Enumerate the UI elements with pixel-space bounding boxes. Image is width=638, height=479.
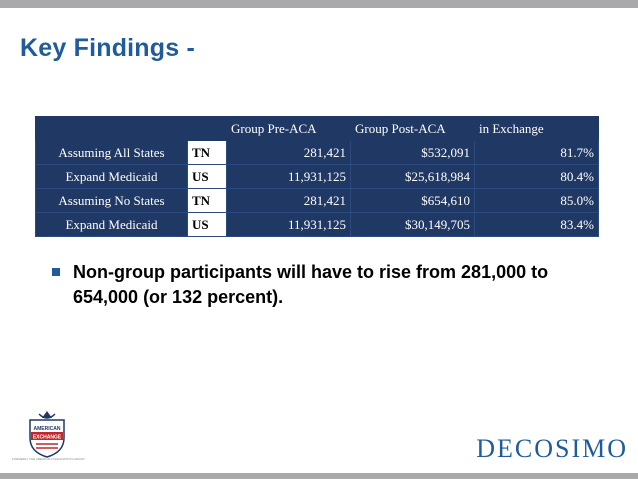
post-aca-cell: $532,091 (351, 141, 475, 165)
state-cell: US (188, 165, 227, 189)
table-header-row (36, 117, 599, 141)
bullet-square-icon (52, 268, 60, 276)
bullet-text: Non-group participants will have to rise from 281,000 to 654,000 (or 132 percent). (73, 262, 549, 307)
logo-line: AMERICAN (33, 426, 61, 432)
group-label-line: Assuming No States (36, 189, 188, 213)
header-cell-exchange: in Exchange (475, 117, 599, 141)
exchange-cell: 85.0% (475, 189, 599, 213)
post-aca-cell: $25,618,984 (351, 165, 475, 189)
bullet-point (52, 260, 572, 310)
pre-aca-cell: 281,421 (227, 141, 351, 165)
table-row (36, 165, 599, 189)
exchange-cell: 83.4% (475, 213, 599, 237)
findings-table (35, 116, 599, 237)
header-cell-state (188, 117, 227, 141)
decosimo-logo: DECOSIMO (476, 434, 628, 463)
top-bar (0, 0, 638, 8)
exchange-cell: 80.4% (475, 165, 599, 189)
slide-title: Key Findings - (20, 34, 196, 62)
post-aca-cell: $654,610 (351, 189, 475, 213)
table-row (36, 213, 599, 237)
group-label-line: Assuming All States (36, 141, 188, 165)
group-label-line: Expand Medicaid (36, 213, 188, 237)
pre-aca-cell: 11,931,125 (227, 165, 351, 189)
header-cell-label (36, 117, 188, 141)
pre-aca-cell: 11,931,125 (227, 213, 351, 237)
table-row (36, 141, 599, 165)
bottom-bar (0, 473, 638, 479)
shield-icon (26, 410, 68, 458)
post-aca-cell: $30,149,705 (351, 213, 475, 237)
exchange-cell: 81.7% (475, 141, 599, 165)
table-row (36, 189, 599, 213)
group-label-line: Expand Medicaid (36, 165, 188, 189)
logo-tagline: FORMERLY THE AMERICAN ASSOCIATION GROUP (12, 457, 85, 461)
header-cell-post: Group Post-ACA (351, 117, 475, 141)
header-cell-pre: Group Pre-ACA (227, 117, 351, 141)
pre-aca-cell: 281,421 (227, 189, 351, 213)
state-cell: TN (188, 141, 227, 165)
logo-line: EXCHANGE (32, 434, 62, 441)
american-exchange-logo (26, 410, 68, 463)
state-cell: TN (188, 189, 227, 213)
state-cell: US (188, 213, 227, 237)
